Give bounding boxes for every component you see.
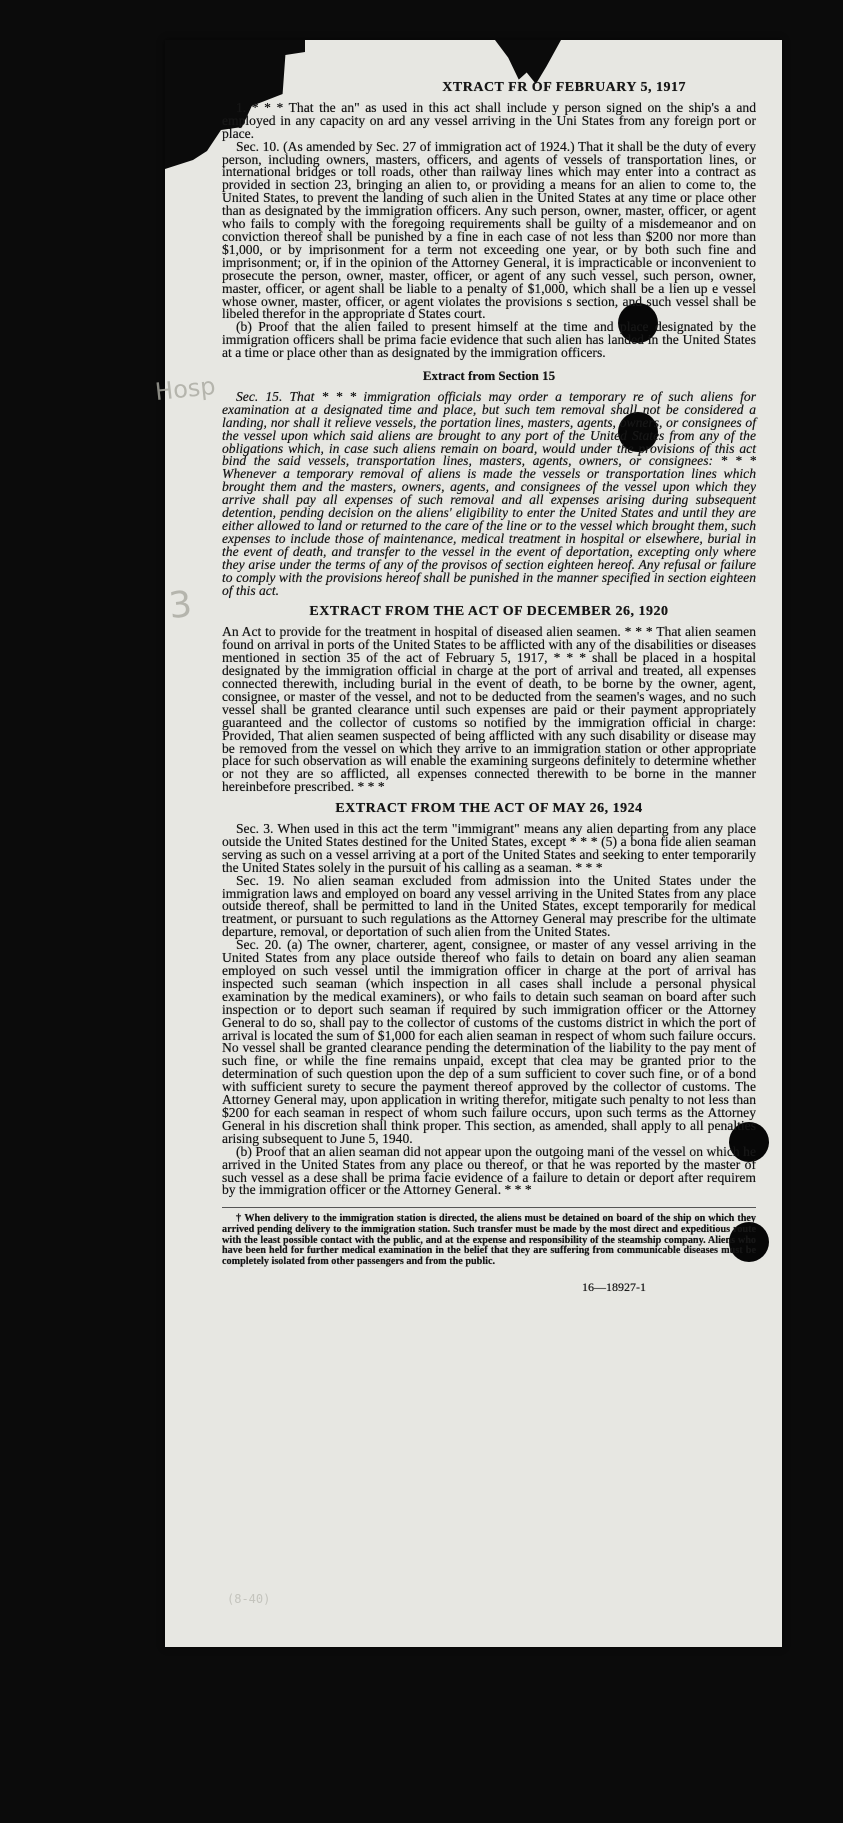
paragraph: Sec. 15. That * * * immigration officials may order a temporary re of such aliens for examination at a designated time and place, but such tem removal shall not be considered a landing, nor shall it relieve vessels, the portation lines, masters, agents, owners, or consignees of the vessel upon which said aliens are brought to any port of the United States from any of the obligations which, in case such aliens remain on board, would under the provisions of this act bind the said vessels, transportation lines, masters, agents, owners, or consignees: * * * Whenever a temporary removal of aliens is made the vessels or transportation lines which brought them and the masters, owners, agents, and consignees of the vessel upon which they arrive shall pay all expenses of such removal and all expenses arising during subsequent detention, pending decision on the aliens' eligibility to enter the United States and until they are either allowed to land or returned to the care of the line or to the vessel which brought them, such expenses to include those of maintenance, medical treatment in hospital or elsewhere, burial in the event of death, and transfer to the vessel in the event of deportation, excepting only where they arise under the terms of any of the provisos of section eighteen hereof. Any refusal or failure to comply with the provisions hereof shall be punished in the manner specified in section eighteen of this act.: [222, 388, 756, 598]
paragraph: Sec. 19. No alien seaman excluded from admission into the United States under the immigration laws and employed on board any vessel arriving in the United States from any place outside thereof, shall be permitted to land in the United States, except temporarily for medical treatment, or pursuant to such regulations as the Attorney General may prescribe for the ultimate departure, removal, or deportation of such alien from the United States.: [222, 872, 756, 940]
faint-stamp: (8-40): [227, 1592, 271, 1606]
section-heading: EXTRACT FROM THE ACT OF DECEMBER 26, 1920: [309, 604, 669, 620]
paragraph: 1. * * * That the an" as used in this act shall include y person signed on the ship's a and employed in any capacity on ard any vessel arriving in the Uni States from any foreign port or place.: [222, 99, 756, 141]
paragraph: Sec. 20. (a) The owner, charterer, agent, consignee, or master of any vessel arriving in the United States from any place outside thereof who fails to detain on board any alien seaman employed on such vessel until the immigration officer in charge at the port of arrival has inspected such seaman (which inspection in all cases shall include a personal physical examination by the medical examiners), or who fails to detain such seaman on board after such inspection or to deport such seaman if required by such immigration officer or the Attorney General to do so, shall pay to the collector of customs of the customs district in which the port of arrival is located the sum of $1,000 for each alien seaman in respect of whom such failure occurs. No vessel shall be granted clearance pending the determination of the liability to the pay ment of such fine, or while the fine remains unpaid, except that clea may be granted prior to the determination of such question upon the dep of a sum sufficient to cover such fine, or of a bond with sufficient surety to secure the payment thereof approved by the collector of customs. The Attorney General may, upon application in writing therefor, mitigate such penalty to not less than $200 for each seaman in respect of whom such failure occurs, upon such terms as the Attorney General in his discretion shall think proper. This section, as amended, shall apply to all penalties arising subsequent to June 5, 1940.: [222, 937, 756, 1146]
section-heading: EXTRACT FROM THE ACT OF MAY 26, 1924: [335, 801, 643, 817]
torn-notch: [495, 40, 561, 84]
paragraph: (b) Proof that the alien failed to present himself at the time and place designated by the immigration officers shall be prima facie evidence that such alien has landed in the United States at a time or place other than as designated by the immigration officers.: [222, 319, 756, 361]
paragraph: Sec. 3. When used in this act the term "immigrant" means any alien departing from any place outside the United States destined for the United States, except * * * (5) a bona fide alien seaman serving as such on a vessel arriving at a port of the United States and seeking to enter temporarily the United States solely in the pursuit of his calling as a seaman. * * *: [222, 821, 756, 875]
pencil-note: Hosp: [153, 371, 217, 407]
footnote: † When delivery to the immigration station is directed, the aliens must be detained on board of the ship on which they arrived pending delivery to the immigration station. Such transfer must be made by the most direct and expeditious route with the least possible contact with the public, and at the expense and responsibility of the steamship company. Aliens who have been held for further medical examination in the belief that they are suffering from communicable diseases must be completely isolated from other passengers and from the public.: [222, 1213, 756, 1267]
paragraph: An Act to provide for the treatment in hospital of diseased alien seamen. * * * That alien seamen found on arrival in ports of the United States to be afflicted with any of the disabilities or diseases mentioned in section 35 of the act of February 5, 1917, * * * shall be placed in a hospital designated by the immigration official in charge at the port of arrival and treated, all expenses connected therewith, including burial in the event of death, to be borne by the owner, agent, consignee, or master of the vessel, and not to be deducted from the seamen's wages, and no such vessel shall be granted clearance until such expenses are paid or their payment appropriately guaranteed and the collector of customs so notified by the immigration official in charge: Provided, That alien seamen suspected of being afflicted with any such disability or disease may be removed from the vessel on which they arrive to an immigration station or other appropriate place for such observation as will enable the examining surgeons definitely to determine whether or not they are so afflicted, all expenses connected therewith to be borne in the manner hereinbefore prescribed. * * *: [222, 624, 756, 795]
footnote-divider: [222, 1207, 756, 1208]
paragraph: (b) Proof that an alien seaman did not appear upon the outgoing mani of the vessel on which he arrived in the United States from any place ou thereof, or that he was reported by the master of such vessel as a dese shall be prima facie evidence of a failure to detain or deport after requirem by the immigration officer or the Attorney General. * * *: [222, 1143, 756, 1198]
paragraph: Sec. 10. (As amended by Sec. 27 of immigration act of 1924.) That it shall be the duty of every person, including owners, masters, officers, and agents of vessels of transportation lines, or international bridges or toll roads, other than railway lines which may enter into a contract as provided in section 23, bringing an alien to, or providing a means for an alien to come to, the United States, to prevent the landing of such alien in the United States at any time or place other than as designated by the immigration officers. Any such person, owner, master, officer, or agent who fails to comply with the foregoing requirements shall be guilty of a misdemeanor and on conviction thereof shall be punished by a fine in each case of not less than $200 nor more than $1,000, or by imprisonment for a term not exceeding one year, or by both such fine and imprisonment; or, if in the opinion of the Attorney General, it is impracticable or inconvenient to prosecute the person, owner, master, officer, or agent of any such vessel, such person, owner, master, officer, or agent shall be liable to a penalty of $1,000, which shall be a lien up e vessel whose owner, master, officer, or agent violates the provisions s section, and such vessel shall be libeled therefor in the appropriate d States court.: [222, 138, 756, 322]
form-code: 16—18927-1: [582, 1280, 646, 1295]
document-body: [222, 82, 756, 1294]
section-heading: Extract from Section 15: [422, 368, 556, 384]
document-header: XTRACT FR OF FEBRUARY 5, 1917: [442, 80, 686, 95]
pencil-note: 3: [166, 583, 194, 628]
document-page: [153, 40, 782, 1647]
